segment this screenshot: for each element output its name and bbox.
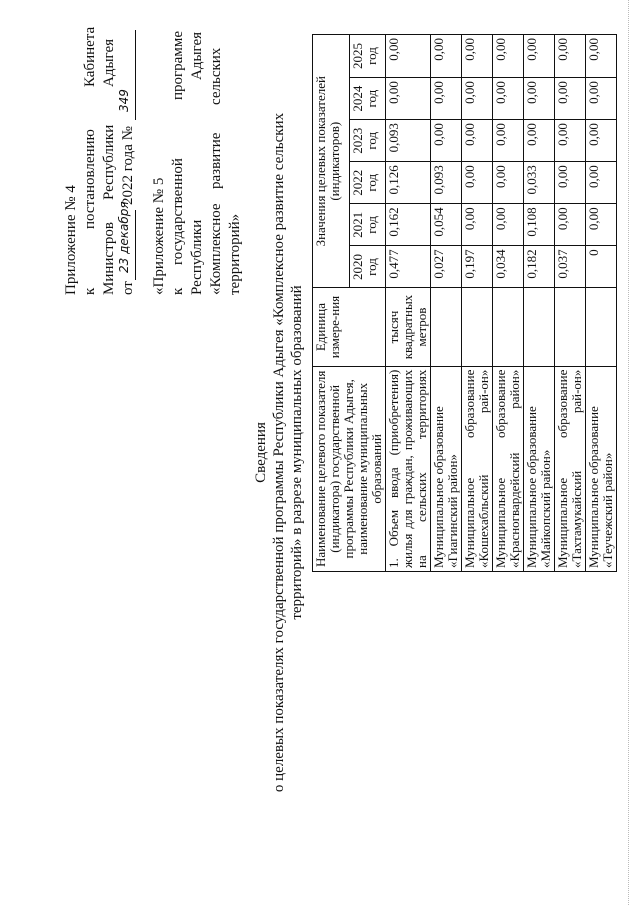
row-value: 0,00: [555, 204, 586, 246]
header-year: 2020 год: [349, 246, 386, 288]
appendix2-title: «Приложение № 5: [151, 177, 167, 295]
appendix-line3c: Адыгея: [101, 38, 117, 87]
header-year: 2022 год: [349, 162, 386, 204]
row-value: 0,477: [386, 246, 431, 288]
row-value: 0,00: [462, 78, 493, 120]
row-value: 0,00: [524, 35, 555, 78]
row-name: Муниципальное образование «Майкопский район»: [524, 366, 555, 571]
appendix-line4a: от: [120, 281, 136, 295]
appendix2-line4c: сельских: [208, 47, 224, 105]
appendix2-line3a: Республики: [189, 219, 205, 295]
row-value: 0,197: [462, 246, 493, 288]
table-row: [462, 35, 493, 572]
header-values: Значения целевых показателей (индикаторов): [313, 35, 350, 288]
table-row: [493, 35, 524, 572]
page-title: Сведения: [253, 422, 269, 483]
row-unit: [462, 288, 493, 366]
row-value: 0,054: [431, 204, 462, 246]
row-value: 0,037: [555, 246, 586, 288]
row-value: 0,033: [524, 162, 555, 204]
appendix-line3b: Республики: [101, 124, 117, 200]
row-name: Муниципальное образование «Теучежский район»: [586, 366, 617, 571]
header-indicator-name: Наименование целевого показателя (индикатора) государственной программы Республики Адыгея, наименование муниципальных образований: [313, 366, 386, 571]
row-unit: [586, 288, 617, 366]
row-name: Муниципальное образование «Красногвардейский район»: [493, 366, 524, 571]
row-unit: [493, 288, 524, 366]
row-value: 0,00: [555, 162, 586, 204]
date-underline: [135, 210, 136, 280]
row-value: 0,093: [386, 120, 431, 162]
row-value: 0,034: [493, 246, 524, 288]
row-value: 0,00: [493, 204, 524, 246]
header-year: 2025 год: [349, 35, 386, 78]
appendix-line2c: Кабинета: [82, 26, 98, 87]
table-row: [524, 35, 555, 572]
table-row: [555, 35, 586, 572]
row-value: 0,00: [493, 162, 524, 204]
row-unit: [431, 288, 462, 366]
row-value: 0,162: [386, 204, 431, 246]
scan-edge-noise: [628, 0, 629, 905]
row-value: 0,00: [555, 35, 586, 78]
appendix2-line2b: государственной: [170, 158, 186, 265]
row-unit: [524, 288, 555, 366]
table-row: [431, 35, 462, 572]
appendix2-line2c: программе: [170, 31, 186, 100]
row-unit: [555, 288, 586, 366]
appendix-line2a: к: [82, 287, 98, 295]
row-value: 0,00: [431, 35, 462, 78]
row-value: 0,00: [555, 120, 586, 162]
row-value: 0,00: [586, 120, 617, 162]
row-value: 0,182: [524, 246, 555, 288]
row-value: 0,00: [462, 162, 493, 204]
header-year: 2023 год: [349, 120, 386, 162]
row-value: 0,00: [493, 78, 524, 120]
header-unit: Единица измере-ния: [313, 288, 386, 366]
indicators-table: [312, 34, 617, 572]
appendix2-line5: территорий»: [227, 213, 243, 295]
appendix-title: Приложение № 4: [63, 185, 79, 295]
row-unit: тысяч квадратных метров: [386, 288, 431, 366]
row-value: 0,00: [524, 120, 555, 162]
appendix-line3a: Министров: [101, 222, 117, 295]
row-value: 0,00: [586, 162, 617, 204]
row-name: 1. Объем ввода (приобретения) жилья для граждан, проживающих на сельских территориях: [386, 366, 431, 571]
page-subtitle-line1: о целевых показателях государственной программы Республики Адыгея «Комплексное развитие сельских: [271, 112, 287, 793]
row-value: 0,00: [493, 35, 524, 78]
appendix-number-handwritten: 349: [117, 89, 131, 112]
table-row: [386, 35, 431, 572]
appendix2-line2a: к: [170, 287, 186, 295]
row-value: 0,00: [462, 120, 493, 162]
row-value: 0,00: [431, 78, 462, 120]
row-value: 0: [586, 246, 617, 288]
row-value: 0,00: [586, 78, 617, 120]
header-year: 2021 год: [349, 204, 386, 246]
row-value: 0,108: [524, 204, 555, 246]
appendix2-line4a: «Комплексное: [208, 203, 224, 295]
row-value: 0,00: [431, 120, 462, 162]
row-value: 0,00: [586, 35, 617, 78]
row-name: Муниципальное образование «Гиагинский район»: [431, 366, 462, 571]
row-value: 0,126: [386, 162, 431, 204]
appendix-line2b: постановлению: [82, 129, 98, 229]
row-value: 0,00: [462, 204, 493, 246]
row-value: 0,00: [462, 35, 493, 78]
row-name: Муниципальное образование «Тахтамукайский рай-он»: [555, 366, 586, 571]
row-value: 0,00: [586, 204, 617, 246]
row-value: 0,00: [524, 78, 555, 120]
page-subtitle-line2: территорий» в разрезе муниципальных образований: [289, 285, 305, 620]
appendix2-line4b: развитие: [208, 132, 224, 189]
header-year: 2024 год: [349, 78, 386, 120]
number-underline: [135, 30, 136, 120]
appendix2-line3b: Адыгея: [189, 31, 205, 80]
appendix-line4b: 2022 года №: [120, 126, 136, 205]
row-value: 0,00: [386, 78, 431, 120]
table-row: [586, 35, 617, 572]
row-value: 0,00: [493, 120, 524, 162]
row-value: 0,093: [431, 162, 462, 204]
row-value: 0,00: [555, 78, 586, 120]
row-name: Муниципальное образование «Кошехабльский рай-он»: [462, 366, 493, 571]
row-value: 0,027: [431, 246, 462, 288]
row-value: 0,00: [386, 35, 431, 78]
appendix-date-handwritten: 23 декабря: [117, 201, 131, 273]
